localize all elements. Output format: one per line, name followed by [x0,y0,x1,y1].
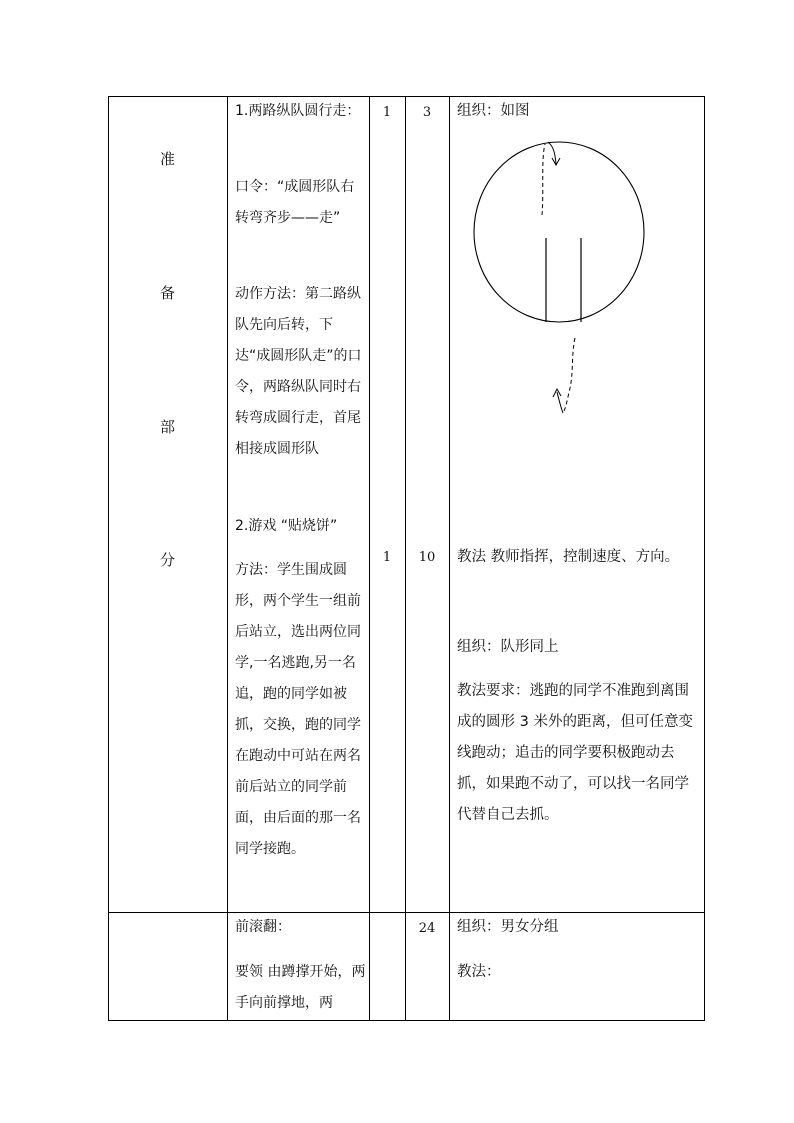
formation-diagram [449,130,704,430]
section-label-char: 部 [160,418,176,436]
time-value: 10 [418,550,436,565]
teaching-method: 教法 教师指挥，控制速度、方向。 [457,549,680,565]
item1-title: 1.两路纵队圆行走： [235,103,361,119]
item2-method: 方法：学生围成圆形，两个学生一组前后站立，选出两位同学,一名逃跑,另一名追，跑的同学如被抓，交换，跑的同学在跑动中可站在两名前后站立的同学前面，由后面的那一名同学接跑。 [235,562,361,857]
item3-title: 前滚翻： [235,919,291,935]
organization-text: 组织：队形同上 [457,639,559,655]
dashed-path-top [542,144,545,215]
count-value: 1 [382,550,392,565]
item1-command: 口令：“成圆形队右转弯齐步——走” [235,179,355,226]
time-value: 24 [418,921,436,936]
item2-title: 2.游戏 “贴烧饼” [235,518,338,534]
item3-essentials: 要领 由蹲撑开始，两手向前撑地，两 [235,964,366,1011]
dashed-path-bottom [563,338,575,413]
circle-formation [474,142,644,322]
count-value: 1 [382,105,392,120]
section-label-char: 分 [160,551,176,569]
item1-method: 动作方法：第二路纵队先向后转，下达“成圆形队走”的口令，两路纵队同时右转弯成圆行走，首尾相接成圆形队 [235,286,362,457]
teaching-method: 教法： [457,964,501,980]
section-label-char: 备 [160,284,176,302]
table-bottom-border [108,1020,705,1021]
section-label-char: 准 [160,150,176,168]
teaching-requirements: 教法要求：逃跑的同学不准跑到离围成的圆形 3 米外的距离，但可任意变线跑动；追击的同学要积极跑动去抓，如果跑不动了，可以找一名同学代替自己去抓。 [457,683,693,823]
organization-text: 组织：如图 [457,103,530,119]
time-value: 3 [422,105,432,120]
col-divider-1 [227,96,228,1020]
arrow-curve-top [548,142,556,164]
table-left-border [108,96,109,1020]
organization-text: 组织：男女分组 [457,919,559,935]
